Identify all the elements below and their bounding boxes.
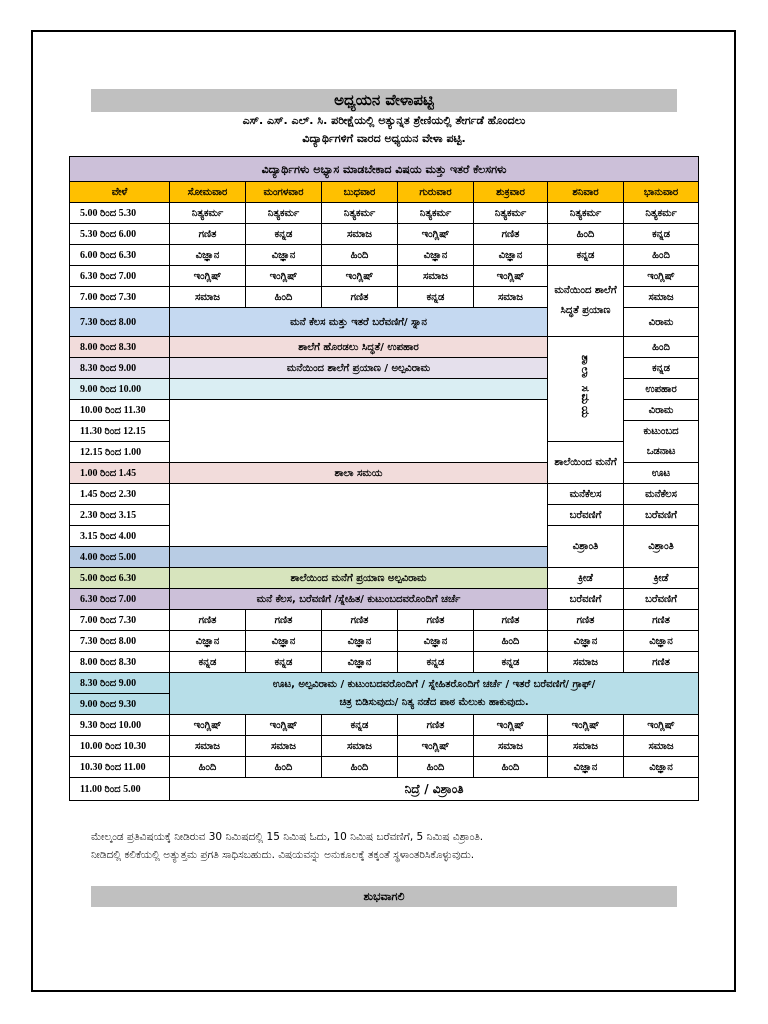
saturday-school-cell (548, 337, 624, 442)
note (91, 828, 681, 864)
cell: ಸಮಾಜ (322, 736, 398, 757)
sunday-rest-cell: ವಿಶ್ರಾಂತಿ (624, 526, 699, 568)
table-row (70, 203, 699, 224)
cell: ಇಂಗ್ಲಿಷ್ (246, 715, 322, 736)
cell: ಹಿಂದಿ (624, 337, 699, 358)
table-row (70, 337, 699, 358)
cell: ನಿತ್ಯಕರ್ಮ (170, 203, 246, 224)
cell: ಗಣಿತ (624, 652, 699, 673)
time-cell: 5.00 ರಿಂದ 5.30 (70, 203, 170, 224)
cell: ನಿತ್ಯಕರ್ಮ (624, 203, 699, 224)
cell: ಗಣಿತ (398, 610, 474, 631)
time-cell: 9.00 ರಿಂದ 10.00 (70, 379, 170, 400)
table-row (70, 484, 699, 505)
cell: ಸಮಾಜ (624, 287, 699, 308)
cell: ಸಮಾಜ (246, 736, 322, 757)
time-cell: 10.00 ರಿಂದ 10.30 (70, 736, 170, 757)
time-cell: 12.15 ರಿಂದ 1.00 (70, 442, 170, 463)
cell: ವಿಜ್ಞಾನ (246, 245, 322, 266)
cell: ವಿಜ್ಞಾನ (548, 631, 624, 652)
time-cell: 8.30 ರಿಂದ 9.00 (70, 673, 170, 694)
cell: ವಿಜ್ಞಾನ (398, 245, 474, 266)
time-cell: 8.00 ರಿಂದ 8.30 (70, 337, 170, 358)
cell: ಕನ್ನಡ (548, 245, 624, 266)
cell: ವಿಜ್ಞಾನ (170, 245, 246, 266)
cell: ಸಮಾಜ (474, 287, 548, 308)
time-cell: 5.00 ರಿಂದ 6.30 (70, 568, 170, 589)
cell: ಸಮಾಜ (170, 287, 246, 308)
table-row (70, 589, 699, 610)
span-cell: ಮನೆ ಕೆಲಸ, ಬರೆವಣಿಗೆ /ಸ್ನೇಹಿತ/ ಕುಟುಂಬದವರೊಂದಿಗೆ ಚರ್ಚೆ (170, 589, 548, 610)
cell: ಹಿಂದಿ (322, 245, 398, 266)
table-row (70, 568, 699, 589)
cell: ಗಣಿತ (474, 224, 548, 245)
cell: ಹಿಂದಿ (474, 757, 548, 778)
time-cell: 11.30 ರಿಂದ 12.15 (70, 421, 170, 442)
time-cell: 6.30 ರಿಂದ 7.00 (70, 266, 170, 287)
cell: ವಿಜ್ಞಾನ (474, 245, 548, 266)
span-cell: ಶಾಲೆಯಿಂದ ಮನೆಗೆ ಪ್ರಯಾಣ ಅಲ್ಪವಿರಾಮ (170, 568, 548, 589)
cell: ಕನ್ನಡ (246, 224, 322, 245)
note-line-1: ಮೇಲ್ಕಂಡ ಪ್ರತಿವಿಷಯಕ್ಕೆ ನೀಡಿರುವ 30 ನಿಮಿಷದಲ್ಲಿ 15 ನಿಮಿಷ ಓದು, 10 ನಿಮಿಷ ಬರೆವಣಿಗೆ, 5 ನಿಮಿಷ ವಿಶ್ರಾಂತಿ. (91, 831, 484, 843)
time-cell: 9.00 ರಿಂದ 9.30 (70, 694, 170, 715)
time-cell: 8.30 ರಿಂದ 9.00 (70, 358, 170, 379)
cell: ಬರೆವಣಿಗೆ (548, 589, 624, 610)
header-cell: ಗುರುವಾರ (398, 182, 474, 203)
time-cell: 9.30 ರಿಂದ 10.00 (70, 715, 170, 736)
cell: ವಿರಾಮ (624, 400, 699, 421)
cell: ವಿಜ್ಞಾನ (246, 631, 322, 652)
cell: ಇಂಗ್ಲಿಷ್ (170, 715, 246, 736)
cell: ನಿತ್ಯಕರ್ಮ (548, 203, 624, 224)
cell: ಸಮಾಜ (398, 266, 474, 287)
time-cell: 1.45 ರಿಂದ 2.30 (70, 484, 170, 505)
dinner-line-1: ಊಟ, ಅಲ್ಪವಿರಾಮ / ಕುಟುಂಬದವರೊಂದಿಗೆ / ಸ್ನೇಹಿತರೊಂದಿಗೆ ಚರ್ಚೆ / ಇತರೆ ಬರೆವಣಿಗೆ/ ಗ್ರಾಫ್/ (272, 678, 596, 690)
cell: ಹಿಂದಿ (398, 757, 474, 778)
cell: ನಿತ್ಯಕರ್ಮ (398, 203, 474, 224)
dinner-line-2: ಚಿತ್ರ ಬಿಡಿಸುವುದು/ ನಿತ್ಯ ನಡೆದ ಪಾಠ ಮೆಲುಕು ಹಾಕುವುದು. (339, 696, 529, 708)
span-cell: ಮನೆ ಕೆಲಸ ಮತ್ತು ಇತರೆ ಬರೆವಣಿಗೆ/ ಸ್ನಾನ (170, 308, 548, 337)
cell: ಹಿಂದಿ (474, 631, 548, 652)
cell: ಕ್ರೀಡೆ (548, 568, 624, 589)
blessing: ಶುಭವಾಗಲಿ (91, 886, 677, 907)
time-cell: 4.00 ರಿಂದ 5.00 (70, 547, 170, 568)
cell: ಕನ್ನಡ (170, 652, 246, 673)
cell: ಗಣಿತ (170, 610, 246, 631)
cell: ಹಿಂದಿ (624, 245, 699, 266)
cell: ಊಟ (624, 463, 699, 484)
header-cell: ಭಾನುವಾರ (624, 182, 699, 203)
table-row (70, 757, 699, 778)
cell: ಗಣಿತ (170, 224, 246, 245)
timetable (69, 156, 699, 801)
time-cell: 7.30 ರಿಂದ 8.00 (70, 308, 170, 337)
saturday-rest-cell: ವಿಶ್ರಾಂತಿ (548, 526, 624, 568)
cell: ಶಾಲೆಯಿಂದ ಮನೆಗೆ (548, 442, 624, 484)
cell: ಕನ್ನಡ (246, 652, 322, 673)
cell: ಕ್ರೀಡೆ (624, 568, 699, 589)
cell: ನಿತ್ಯಕರ್ಮ (246, 203, 322, 224)
time-cell: 7.00 ರಿಂದ 7.30 (70, 287, 170, 308)
span-cell (170, 484, 548, 547)
cell: ಸಮಾಜ (170, 736, 246, 757)
time-cell: 3.15 ರಿಂದ 4.00 (70, 526, 170, 547)
saturday-school-label: ಶಾಲಾ ಸಮಯ (579, 355, 592, 420)
page-title: ಅಧ್ಯಯನ ವೇಳಾಪಟ್ಟಿ (334, 91, 434, 109)
cell: ಮನೆಕೆಲಸ (548, 484, 624, 505)
time-cell: 10.00 ರಿಂದ 11.30 (70, 400, 170, 421)
span-cell (170, 400, 548, 463)
subtitle-line-2: ವಿದ್ಯಾರ್ಥಿಗಳಿಗೆ ವಾರದ ಅಧ್ಯಯನ ವೇಳಾ ಪಟ್ಟಿ. (302, 132, 466, 145)
cell: ಇಂಗ್ಲಿಷ್ (170, 266, 246, 287)
cell: ಗಣಿತ (474, 610, 548, 631)
cell: ಕನ್ನಡ (474, 652, 548, 673)
cell: ಗಣಿತ (398, 715, 474, 736)
time-cell: 10.30 ರಿಂದ 11.00 (70, 757, 170, 778)
table-row (70, 266, 699, 287)
cell: ವಿಜ್ಞಾನ (398, 631, 474, 652)
cell: ಗಣಿತ (624, 610, 699, 631)
time-cell: 7.00 ರಿಂದ 7.30 (70, 610, 170, 631)
cell: ಬರೆವಣಿಗೆ (624, 505, 699, 526)
cell: ಸಮಾಜ (474, 736, 548, 757)
cell: ಬರೆವಣಿಗೆ (548, 505, 624, 526)
cell: ಸಮಾಜ (548, 736, 624, 757)
cell: ವಿರಾಮ (624, 308, 699, 337)
cell: ಇಂಗ್ಲಿಷ್ (398, 224, 474, 245)
cell: ನಿತ್ಯಕರ್ಮ (322, 203, 398, 224)
cell: ಇಂಗ್ಲಿಷ್ (322, 266, 398, 287)
cell: ಇಂಗ್ಲಿಷ್ (624, 266, 699, 287)
table-row (70, 631, 699, 652)
cell: ಹಿಂದಿ (170, 757, 246, 778)
time-cell: 6.30 ರಿಂದ 7.00 (70, 589, 170, 610)
span-cell: ನಿದ್ರೆ / ವಿಶ್ರಾಂತಿ (170, 778, 699, 801)
table-row (70, 715, 699, 736)
cell: ಗಣಿತ (322, 287, 398, 308)
table-row (70, 610, 699, 631)
cell: ಇಂಗ್ಲಿಷ್ (624, 715, 699, 736)
cell: ಕನ್ನಡ (322, 715, 398, 736)
cell: ಹಿಂದಿ (246, 287, 322, 308)
cell: ಸಮಾಜ (624, 736, 699, 757)
cell: ವಿಜ್ಞಾನ (322, 652, 398, 673)
cell: ಸಮಾಜ (322, 224, 398, 245)
cell: ವಿಜ್ಞಾನ (322, 631, 398, 652)
cell: ಇಂಗ್ಲಿಷ್ (474, 266, 548, 287)
cell: ಕನ್ನಡ (624, 358, 699, 379)
cell: ವಿಜ್ಞಾನ (548, 757, 624, 778)
cell: ಹಿಂದಿ (246, 757, 322, 778)
cell: ಗಣಿತ (246, 610, 322, 631)
subtitle-line-1: ಎಸ್. ಎಸ್. ಎಲ್. ಸಿ. ಪರೀಕ್ಷೆಯಲ್ಲಿ ಅತ್ಯುನ್ನತ ಶ್ರೇಣಿಯಲ್ಲಿ ತೇರ್ಗಡೆ ಹೊಂದಲು (242, 114, 526, 127)
header-cell: ಬುಧವಾರ (322, 182, 398, 203)
title-bar (91, 89, 677, 112)
header-cell: ಸೋಮವಾರ (170, 182, 246, 203)
time-cell: 8.00 ರಿಂದ 8.30 (70, 652, 170, 673)
cell: ಕನ್ನಡ (398, 287, 474, 308)
note-line-2: ನೀಡಿದಲ್ಲಿ ಕಲಿಕೆಯಲ್ಲಿ ಅತ್ಯುತ್ತಮ ಪ್ರಗತಿ ಸಾಧಿಸಬಹುದು. ವಿಷಯವನ್ನು ಅನುಕೂಲಕ್ಕೆ ತಕ್ಕಂತೆ ಸ್ಥಳಾಂತರಿಸಿಕೊಳ್ಳುವುದು. (91, 849, 475, 861)
cell: ಹಿಂದಿ (548, 224, 624, 245)
cell: ಉಪಹಾರ (624, 379, 699, 400)
header-cell: ಶುಕ್ರವಾರ (474, 182, 548, 203)
header-cell: ಶನಿವಾರ (548, 182, 624, 203)
cell: ವಿಜ್ಞಾನ (170, 631, 246, 652)
span-cell (170, 379, 548, 400)
cell: ಸಮಾಜ (548, 652, 624, 673)
time-cell: 2.30 ರಿಂದ 3.15 (70, 505, 170, 526)
cell: ಇಂಗ್ಲಿಷ್ (474, 715, 548, 736)
time-cell: 7.30 ರಿಂದ 8.00 (70, 631, 170, 652)
cell: ಇಂಗ್ಲಿಷ್ (548, 715, 624, 736)
table-row (70, 652, 699, 673)
cell: ವಿಜ್ಞಾನ (624, 757, 699, 778)
span-cell (170, 547, 548, 568)
header-row (70, 182, 699, 203)
cell: ಗಣಿತ (322, 610, 398, 631)
time-cell: 1.00 ರಿಂದ 1.45 (70, 463, 170, 484)
table-row (70, 736, 699, 757)
cell: ಇಂಗ್ಲಿಷ್ (398, 736, 474, 757)
span-cell: ಶಾಲಾ ಸಮಯ (170, 463, 548, 484)
table-caption: ವಿದ್ಯಾರ್ಥಿಗಳು ಅಭ್ಯಾಸ ಮಾಡಬೇಕಾದ ವಿಷಯ ಮತ್ತು ಇತರೆ ಕೆಲಸಗಳು (70, 157, 699, 182)
time-cell: 5.30 ರಿಂದ 6.00 (70, 224, 170, 245)
cell: ಇಂಗ್ಲಿಷ್ (246, 266, 322, 287)
span-cell: ಶಾಲೆಗೆ ಹೊರಡಲು ಸಿದ್ಧತೆ/ ಉಪಹಾರ (170, 337, 548, 358)
span-cell: ಮನೆಯಿಂದ ಶಾಲೆಗೆ ಪ್ರಯಾಣ / ಅಲ್ಪವಿರಾಮ (170, 358, 548, 379)
cell: ಕನ್ನಡ (624, 224, 699, 245)
dinner-cell (170, 673, 699, 715)
cell: ನಿತ್ಯಕರ್ಮ (474, 203, 548, 224)
cell: ಕನ್ನಡ (398, 652, 474, 673)
table-row (70, 245, 699, 266)
cell: ಮನೆಕೆಲಸ (624, 484, 699, 505)
time-cell: 11.00 ರಿಂದ 5.00 (70, 778, 170, 801)
saturday-prep-cell: ಮನೆಯಿಂದ ಶಾಲೆಗೆ ಸಿದ್ಧತೆ ಪ್ರಯಾಣ (548, 266, 624, 337)
table-row (70, 673, 699, 694)
cell: ಗಣಿತ (548, 610, 624, 631)
table-row (70, 778, 699, 801)
table-row (70, 224, 699, 245)
header-cell: ವೇಳೆ (70, 182, 170, 203)
cell: ವಿಜ್ಞಾನ (624, 631, 699, 652)
time-cell: 6.00 ರಿಂದ 6.30 (70, 245, 170, 266)
cell: ಹಿಂದಿ (322, 757, 398, 778)
header-cell: ಮಂಗಳವಾರ (246, 182, 322, 203)
sunday-family-cell: ಕುಟುಂಬದ ಒಡನಾಟ (624, 421, 699, 463)
cell: ಬರೆವಣಿಗೆ (624, 589, 699, 610)
